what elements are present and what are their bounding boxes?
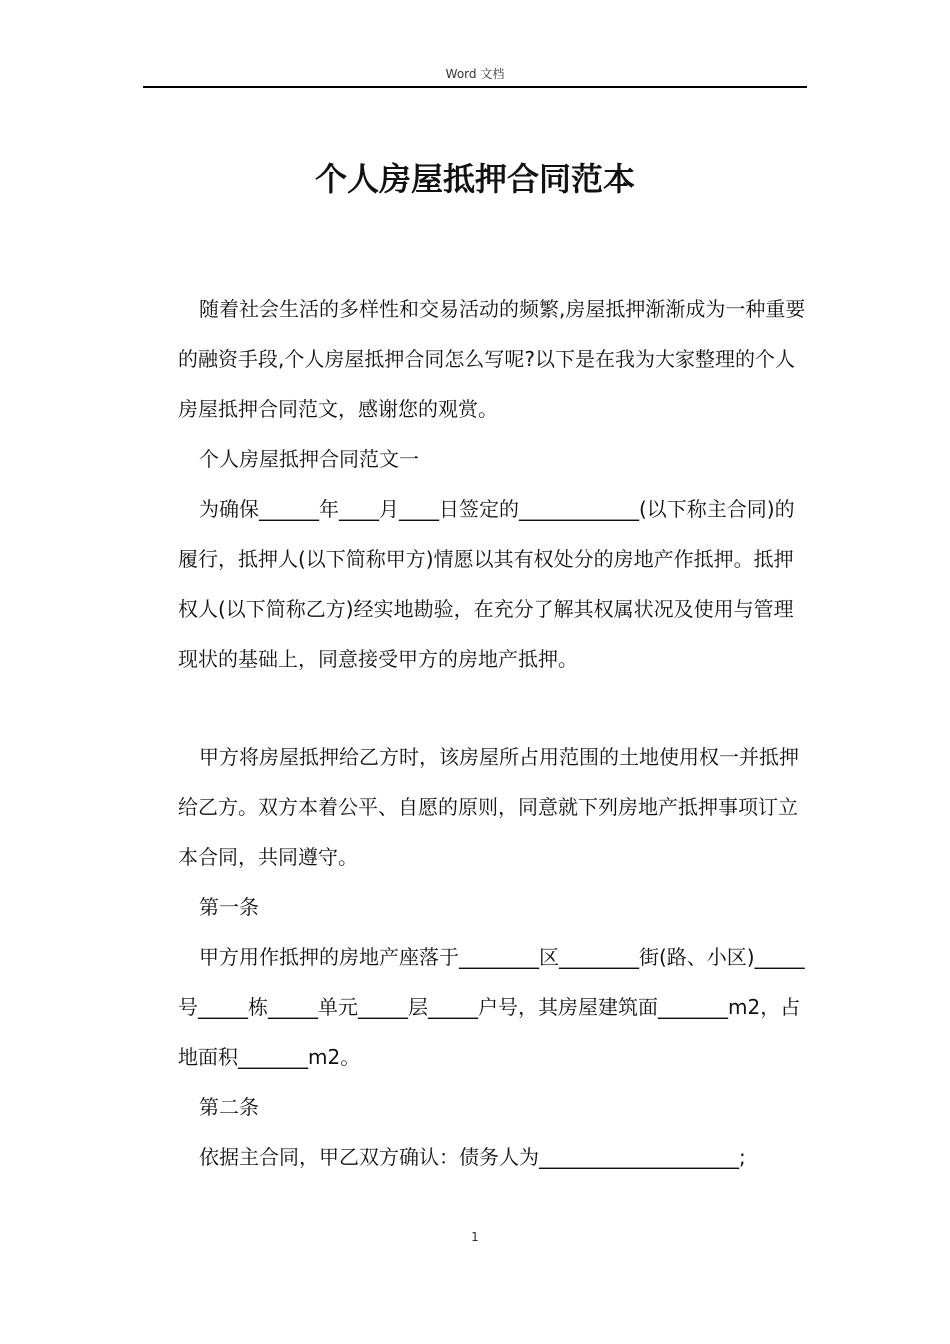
intro-paragraph: 随着社会生活的多样性和交易活动的频繁,房屋抵押渐渐成为一种重要的融资手段,个人房屋抵押合同怎么写呢?以下是在我为大家整理的个人房屋抵押合同范文，感谢您的观赏。 <box>178 297 806 421</box>
document-title: 个人房屋抵押合同范本 <box>314 160 635 198</box>
header-divider <box>143 86 807 88</box>
page-number: 1 <box>471 1230 479 1244</box>
article-one-paragraph: 甲方用作抵押的房地产座落于________区________街(路、小区)_____号_____栋_____单元_____层_____户号，其房屋建筑面_______m2，占地面积_______m2。 <box>178 945 805 1069</box>
land-use-paragraph: 甲方将房屋抵押给乙方时，该房屋所占用范围的土地使用权一并抵押给乙方。双方本着公平、自愿的原则，同意就下列房地产抵押事项订立本合同，共同遵守。 <box>178 745 799 869</box>
article-two-heading: 第二条 <box>199 1095 259 1119</box>
section-heading-sample-one: 个人房屋抵押合同范文一 <box>199 447 419 471</box>
article-two-paragraph: 依据主合同，甲乙双方确认：债务人为____________________; <box>199 1145 746 1169</box>
page-header: Word 文档 <box>445 67 505 81</box>
contract-preamble-paragraph: 为确保______年____月____日签定的____________(以下称主合同)的履行，抵押人(以下简称甲方)情愿以其有权处分的房地产作抵押。抵押权人(以下简称乙方)经实地勘验，在充分了解其权属状况及使用与管理现状的基础上，同意接受甲方的房地产抵押。 <box>178 497 795 671</box>
article-one-heading: 第一条 <box>199 895 259 919</box>
